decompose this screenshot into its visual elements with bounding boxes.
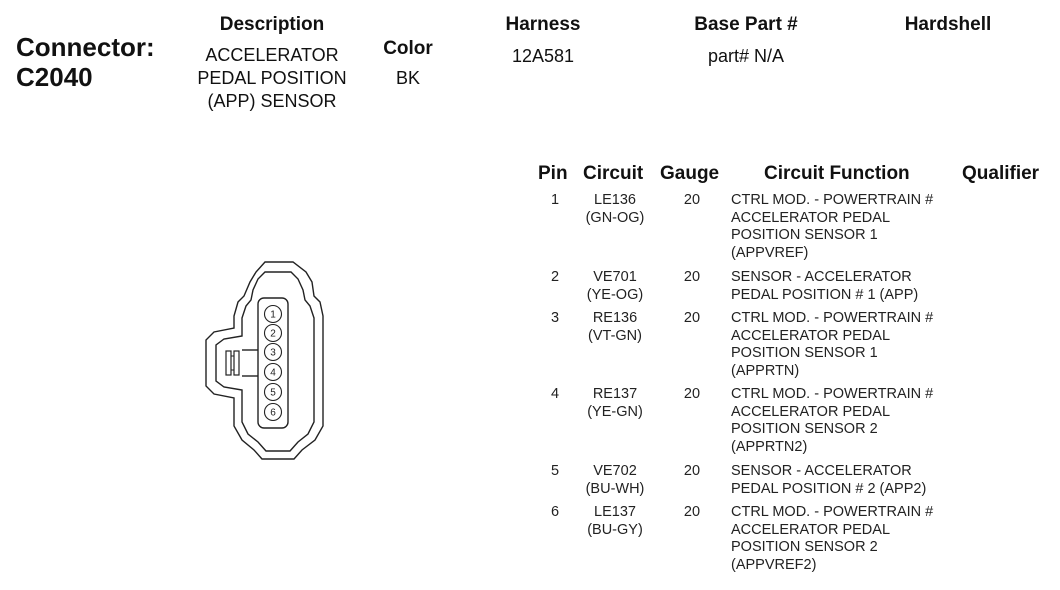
latch-tab-right <box>234 351 239 375</box>
circuit-cell <box>572 310 658 345</box>
harness-value: 12A581 <box>511 46 575 66</box>
circuit-id: RE136 <box>592 310 638 326</box>
description-header: Description <box>219 14 325 35</box>
pin-number-label: 1 <box>270 309 276 321</box>
wire-color: (YE-OG) <box>586 286 644 303</box>
hardshell-header: Hardshell <box>904 14 992 35</box>
circuit-function <box>731 463 961 498</box>
description-value <box>180 44 364 113</box>
wire-color: (VT-GN) <box>588 327 642 344</box>
wire-color: (YE-GN) <box>587 403 643 420</box>
pin-number: 5 <box>550 463 560 479</box>
function-line: CTRL MOD. - POWERTRAIN # <box>731 504 934 520</box>
circuit-function <box>731 192 961 262</box>
circuit-cell <box>572 463 658 498</box>
function-line: (APPRTN2) <box>731 438 808 455</box>
gauge-value: 20 <box>683 463 701 479</box>
circuit-function <box>731 310 961 380</box>
pin-number-label: 5 <box>270 387 276 399</box>
function-line: ACCELERATOR PEDAL <box>731 209 891 226</box>
function-line: ACCELERATOR PEDAL <box>731 327 891 344</box>
color-header: Color <box>383 38 433 59</box>
wire-color: (GN-OG) <box>585 209 645 226</box>
function-line: CTRL MOD. - POWERTRAIN # <box>731 192 934 208</box>
gauge-value: 20 <box>683 386 701 402</box>
pin-number: 6 <box>550 504 560 520</box>
circuit-cell <box>572 386 658 421</box>
connector-face-diagram <box>202 258 334 468</box>
circuit-id: VE701 <box>593 269 637 285</box>
connector-label: Connector: <box>16 32 155 62</box>
pin-number: 4 <box>550 386 560 402</box>
description-line: ACCELERATOR <box>205 45 339 65</box>
circuit-id: VE702 <box>593 463 637 479</box>
circuit-function <box>731 386 961 456</box>
function-line: PEDAL POSITION # 1 (APP) <box>731 286 919 303</box>
description-line: PEDAL POSITION <box>197 68 347 88</box>
harness-header: Harness <box>505 14 581 35</box>
pin-number-label: 2 <box>270 328 276 340</box>
function-line: (APPRTN) <box>731 362 800 379</box>
circuit-cell <box>572 504 658 539</box>
gauge-value: 20 <box>683 504 701 520</box>
function-line: SENSOR - ACCELERATOR <box>731 463 912 479</box>
circuit-cell <box>572 192 658 227</box>
gauge-value: 20 <box>683 192 701 208</box>
connector-title <box>16 32 155 92</box>
wire-color: (BU-WH) <box>585 480 645 497</box>
pin-number: 2 <box>550 269 560 285</box>
function-line: (APPVREF2) <box>731 556 817 573</box>
pin-number-label: 3 <box>270 347 276 359</box>
pin-number: 3 <box>550 310 560 326</box>
circuit-id: RE137 <box>592 386 638 402</box>
qualifier-column-header: Qualifier <box>962 163 1040 184</box>
gauge-column-header: Gauge <box>660 163 720 184</box>
connector-outer-shell <box>206 262 323 459</box>
circuit-function <box>731 504 961 574</box>
function-line: ACCELERATOR PEDAL <box>731 403 891 420</box>
function-line: (APPVREF) <box>731 244 809 261</box>
pin-number: 1 <box>550 192 560 208</box>
function-line: CTRL MOD. - POWERTRAIN # <box>731 386 934 402</box>
circuit-column-header: Circuit <box>583 163 644 184</box>
function-line: SENSOR - ACCELERATOR <box>731 269 912 285</box>
pin-number-label: 6 <box>270 407 276 419</box>
gauge-value: 20 <box>683 269 701 285</box>
function-line: ACCELERATOR PEDAL <box>731 521 891 538</box>
color-value: BK <box>395 68 420 88</box>
function-line: POSITION SENSOR 1 <box>731 227 878 243</box>
wire-color: (BU-GY) <box>587 521 643 538</box>
function-line: PEDAL POSITION # 2 (APP2) <box>731 480 927 497</box>
circuit-cell <box>572 269 658 304</box>
connector-id: C2040 <box>16 62 93 92</box>
pin-number-label: 4 <box>270 367 276 379</box>
function-line: POSITION SENSOR 2 <box>731 421 878 437</box>
circuit-function-column-header: Circuit Function <box>764 163 910 184</box>
description-line: (APP) SENSOR <box>207 91 337 111</box>
function-line: POSITION SENSOR 1 <box>731 345 878 361</box>
circuit-id: LE137 <box>594 504 636 520</box>
base-part-header: Base Part # <box>694 14 798 35</box>
gauge-value: 20 <box>683 310 701 326</box>
function-line: CTRL MOD. - POWERTRAIN # <box>731 310 934 326</box>
circuit-id: LE136 <box>594 192 636 208</box>
function-line: POSITION SENSOR 2 <box>731 539 878 555</box>
base-part-value: part# N/A <box>707 46 785 66</box>
circuit-function <box>731 269 961 304</box>
latch-tab-left <box>226 351 231 375</box>
pin-column-header: Pin <box>538 163 568 184</box>
